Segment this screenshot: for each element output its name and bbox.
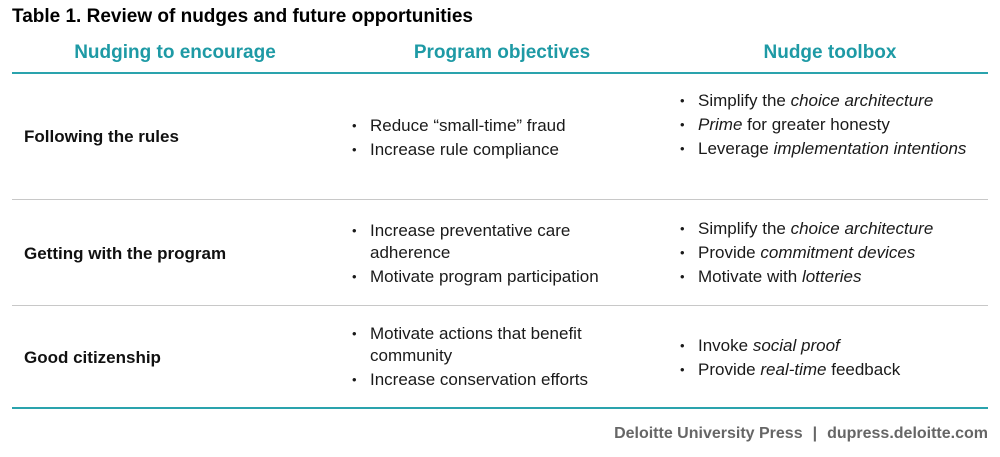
list-item: • Reduce “small-time” fraud: [350, 115, 650, 137]
emphasis-text: choice architecture: [790, 91, 934, 110]
footer-url[interactable]: dupress.deloitte.com: [827, 425, 988, 442]
list-item: [678, 218, 978, 240]
emphasis-text: social proof: [752, 336, 840, 355]
item-text: feedback: [826, 360, 901, 379]
list-item: • Motivate actions that benefit community: [350, 323, 650, 367]
list-item: [678, 242, 978, 264]
list-item: [678, 335, 978, 357]
item-text: Provide: [698, 360, 761, 379]
row-label-good-citizenship: Good citizenship: [24, 348, 161, 367]
list-item: [678, 138, 978, 160]
footer-credit: [614, 425, 988, 443]
item-text: for greater honesty: [742, 115, 890, 134]
list-item: [678, 114, 978, 136]
row-divider: [12, 305, 988, 306]
table-bottom-rule: [12, 407, 988, 409]
item-text: Motivate with: [698, 267, 802, 286]
item-text: Invoke: [698, 336, 753, 355]
list-item: • Increase preventative care adherence: [350, 220, 650, 264]
item-text: Simplify the: [698, 219, 791, 238]
list-item: [678, 90, 978, 112]
table-title: Table 1. Review of nudges and future opportunities: [12, 6, 473, 27]
objectives-list-row-3: [350, 323, 650, 393]
emphasis-text: choice architecture: [790, 219, 934, 238]
objectives-list-row-2: [350, 220, 650, 290]
list-item: • Increase rule compliance: [350, 139, 650, 161]
emphasis-text: lotteries: [801, 267, 862, 286]
footer-separator: |: [812, 425, 818, 442]
objectives-list-row-1: [350, 115, 650, 163]
list-item: • Motivate program participation: [350, 266, 650, 288]
toolbox-list-row-2: [678, 218, 978, 290]
row-divider: [12, 199, 988, 200]
column-header-toolbox: Nudge toolbox: [763, 42, 897, 63]
list-item: • Increase conservation efforts: [350, 369, 650, 391]
row-label-getting-with-program: Getting with the program: [24, 244, 227, 263]
row-label-following-rules: Following the rules: [24, 127, 179, 146]
column-header-objectives: Program objectives: [413, 42, 591, 63]
header-divider: [12, 72, 988, 74]
item-text: Provide: [698, 243, 761, 262]
list-item: [678, 266, 978, 288]
emphasis-text: Prime: [698, 115, 743, 134]
toolbox-list-row-3: [678, 335, 978, 383]
emphasis-text: implementation intentions: [773, 139, 967, 158]
footer-publisher: Deloitte University Press: [614, 425, 803, 442]
column-header-nudging: Nudging to encourage: [74, 42, 276, 63]
item-text: Simplify the: [698, 91, 791, 110]
emphasis-text: real-time: [760, 360, 827, 379]
list-item: [678, 359, 978, 381]
emphasis-text: commitment devices: [760, 243, 916, 262]
toolbox-list-row-1: [678, 90, 978, 162]
item-text: Leverage: [698, 139, 774, 158]
